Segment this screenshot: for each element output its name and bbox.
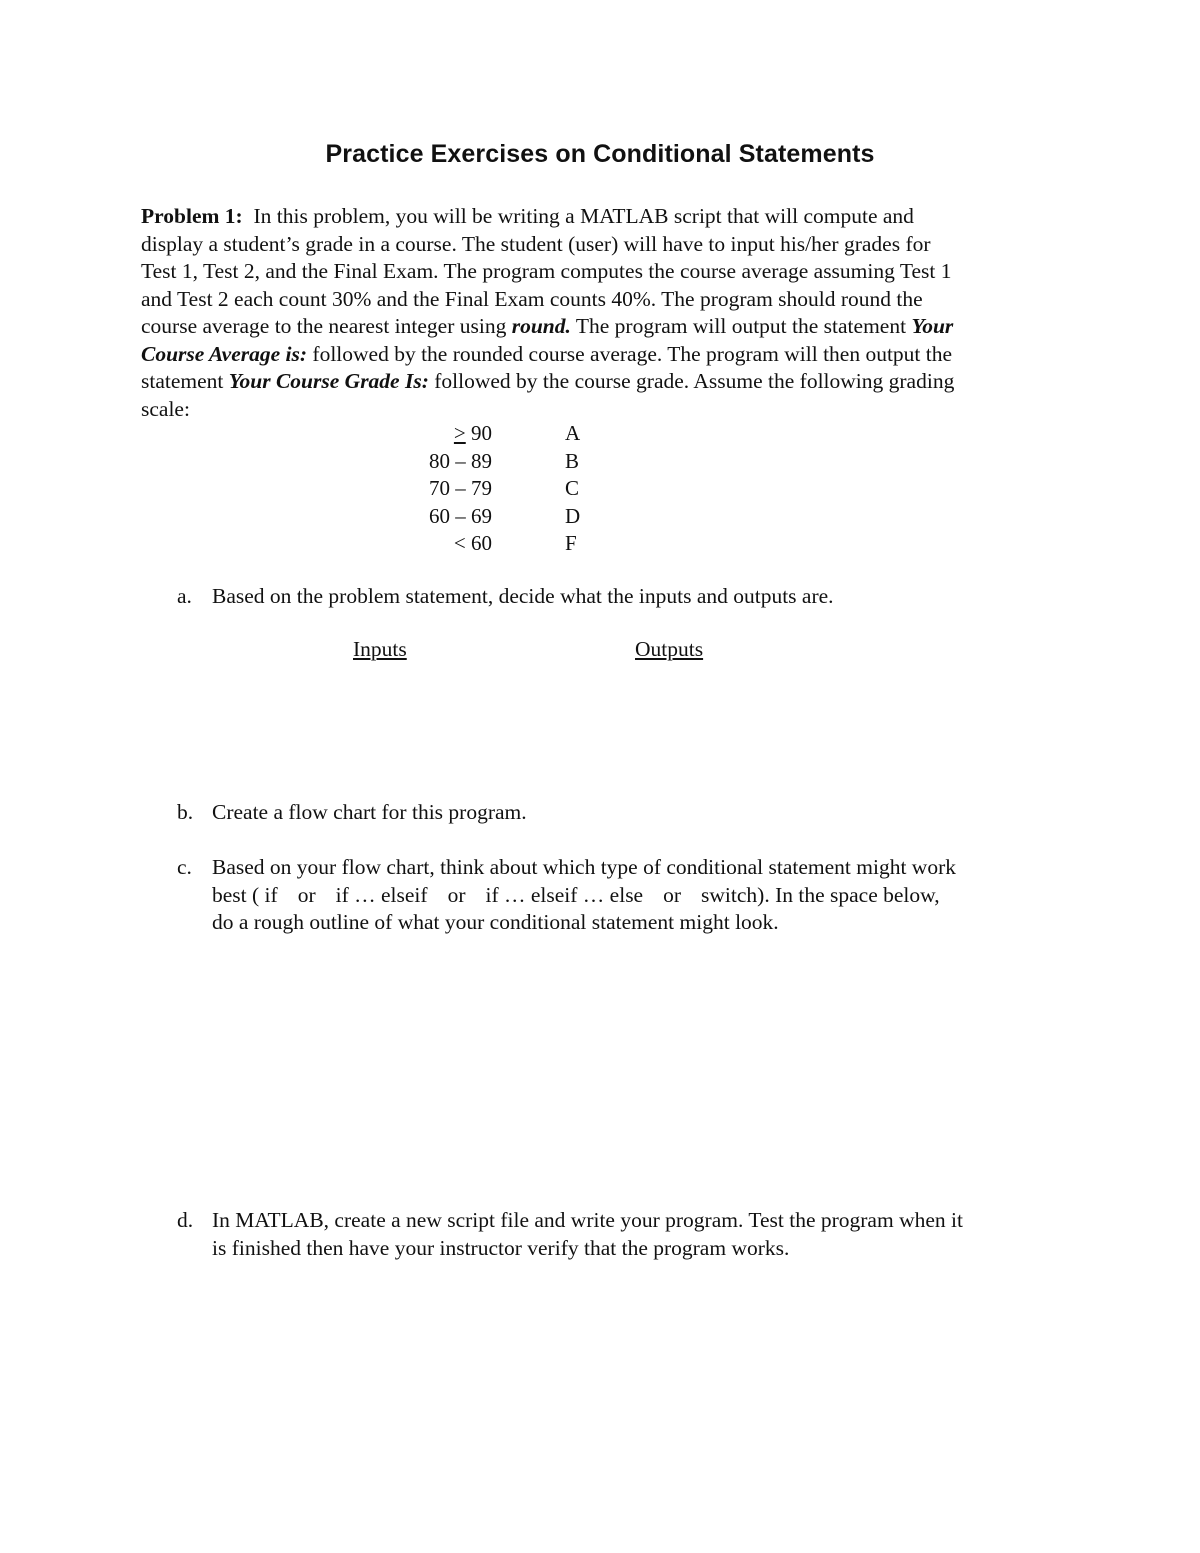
part-c-line-1: Based on your flow chart, think about which type of conditional statement might work (212, 855, 956, 879)
problem-1-line-3: Test 1, Test 2, and the Final Exam. The program computes the course average assuming Test 1 (141, 259, 952, 283)
part-b-text (212, 799, 1052, 827)
your-emphasis: Your (911, 314, 954, 338)
round-function-name: round. (511, 314, 571, 338)
problem-1-line-4: and Test 2 each count 30% and the Final Exam counts 40%. The program should round the (141, 286, 923, 311)
problem-1-line-2: display a student’s grade in a course. The student (user) will have to input his/her grades for (141, 231, 931, 256)
part-b-label: b. (177, 800, 194, 824)
grade-range: 60 – 69 (429, 503, 492, 528)
grade-range: 80 – 89 (429, 448, 492, 473)
part-d-line-2: is finished then have your instructor verify that the program works. (212, 1235, 790, 1260)
part-a-line: Based on the problem statement, decide what the inputs and outputs are. (212, 584, 834, 608)
grading-scale-table (0, 420, 700, 558)
problem-1-line-7-post: followed by the course grade. Assume the following grading (428, 369, 955, 393)
grading-scale-row (0, 448, 700, 476)
greater-equal-symbol: > (453, 421, 466, 445)
grade-range-value: 90 (465, 421, 492, 445)
course-average-emphasis: Course Average is: (141, 341, 308, 366)
grading-scale-row (0, 503, 700, 531)
inputs-header: Inputs (353, 637, 407, 661)
part-b-line: Create a flow chart for this program. (212, 800, 527, 824)
grade-letter: F (565, 531, 577, 555)
outputs-header: Outputs (635, 637, 704, 661)
part-c-label: c. (177, 855, 192, 879)
or-word: or (447, 882, 466, 907)
or-word: or (663, 882, 682, 907)
problem-1-text-1: In this problem, you will be writing a MATLAB script that will compute and (253, 204, 914, 228)
course-grade-emphasis: Your Course Grade Is: (228, 369, 429, 393)
or-word: or (297, 882, 316, 907)
problem-1-line-5-post: The program will output the statement (570, 314, 912, 338)
problem-1-line-6 (141, 341, 1046, 369)
problem-1-line-7-pre: statement (141, 369, 229, 393)
grade-letter: C (565, 476, 580, 500)
grading-scale-row (0, 420, 700, 448)
page-title: Practice Exercises on Conditional Statements (325, 140, 875, 168)
option-if-elseif-else: if … elseif … else (485, 882, 644, 907)
part-d-text (212, 1207, 1052, 1262)
part-a-label: a. (177, 584, 192, 608)
grade-letter: D (565, 503, 581, 528)
grade-range: 70 – 79 (429, 476, 492, 500)
problem-1-line-5-pre: course average to the nearest integer using (141, 314, 512, 338)
part-d-label: d. (177, 1208, 194, 1232)
option-if: best ( if (212, 882, 278, 907)
grade-range: < 60 (453, 531, 492, 555)
part-d-line-1: In MATLAB, create a new script file and write your program. Test the program when it (212, 1208, 963, 1232)
problem-1-line-6-post: followed by the rounded course average. The program will then output the (307, 341, 953, 366)
problem-1-statement (141, 203, 1046, 423)
problem-1-line-7 (141, 368, 1046, 396)
grading-scale-row (0, 530, 700, 558)
option-switch: switch). In the space below, (701, 882, 940, 907)
problem-1-line-8: scale: (141, 396, 190, 421)
part-c-text (212, 854, 1052, 937)
grading-scale-row (0, 475, 700, 503)
part-c-line-3: do a rough outline of what your conditional statement might look. (212, 910, 779, 934)
part-c-line-2 (212, 882, 1052, 910)
option-if-elseif: if … elseif (335, 882, 428, 907)
grade-letter: A (565, 421, 581, 445)
part-a-text (212, 583, 1052, 611)
problem-1-label: Problem 1: (141, 204, 243, 228)
problem-1-line-1 (141, 203, 1046, 231)
grade-letter: B (565, 448, 580, 473)
grade-range (454, 420, 492, 448)
problem-1-line-5 (141, 313, 1046, 341)
